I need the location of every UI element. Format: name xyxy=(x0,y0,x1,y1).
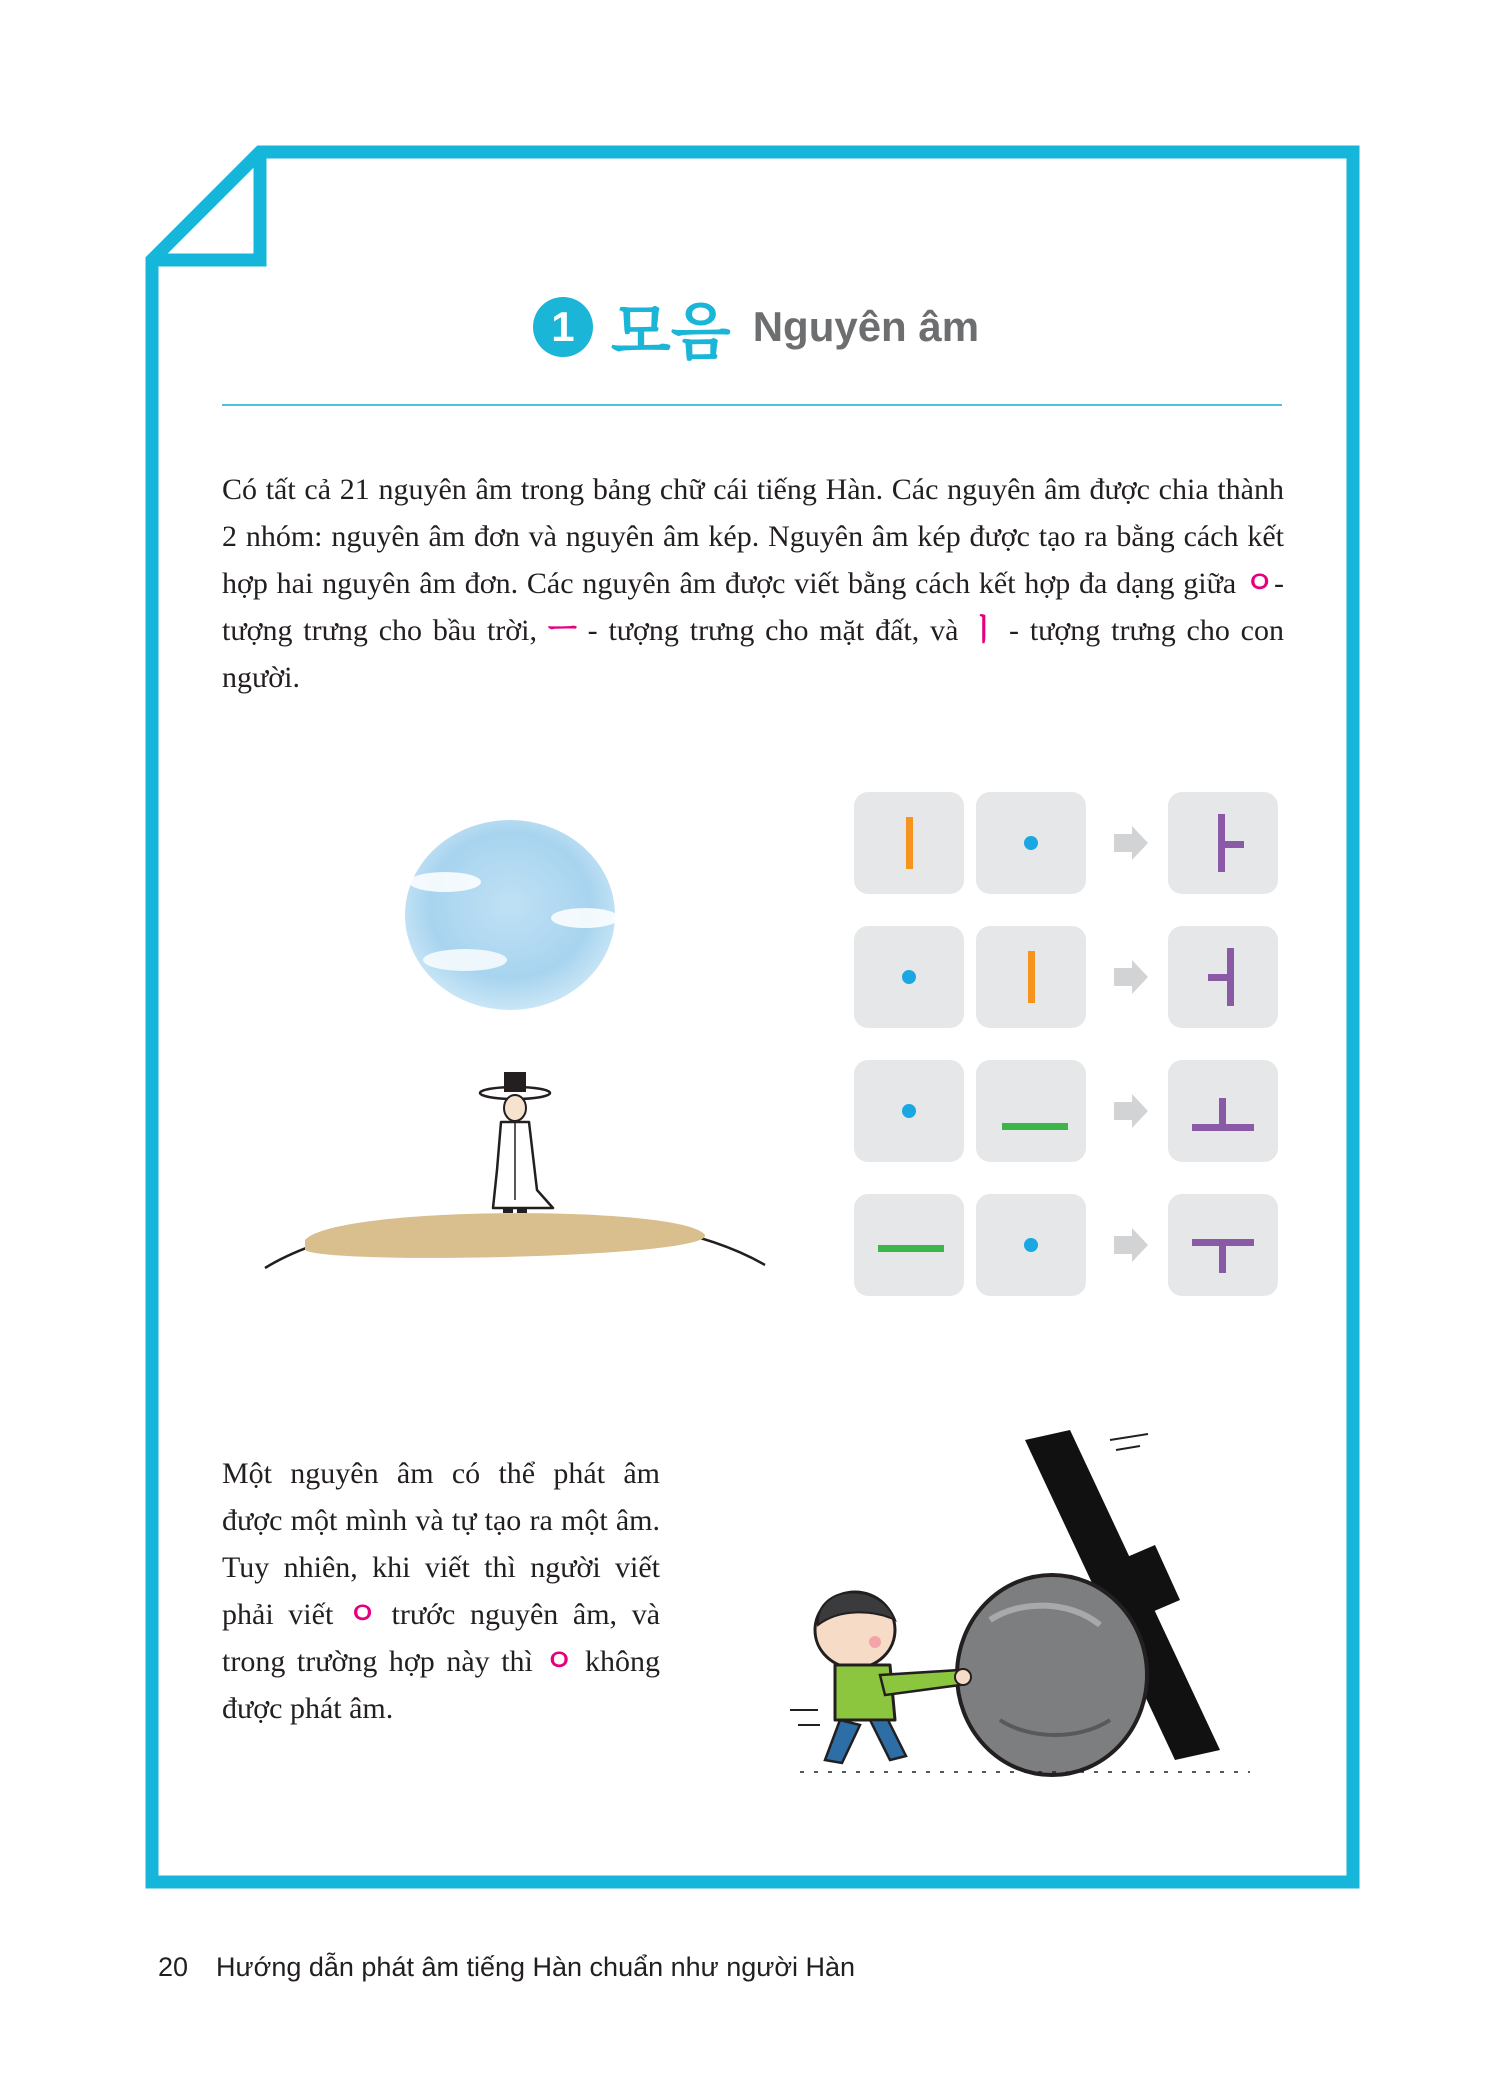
intro-text: - tượng trưng cho bầu trời, xyxy=(222,567,1284,647)
intro-paragraph xyxy=(222,466,1284,701)
symbol-heaven: ㅇ xyxy=(1245,566,1274,601)
symbol-silent-ieung: ㅇ xyxy=(544,1644,574,1679)
boy-pushing-boulder-illustration xyxy=(780,1420,1260,1800)
sky-circle xyxy=(405,820,619,1010)
intro-text: - tượng trưng cho con người. xyxy=(222,614,1284,694)
page-footer xyxy=(158,1952,855,1983)
section-title xyxy=(0,282,1512,372)
vowel-row-3 xyxy=(854,1060,1278,1162)
arrow-icon xyxy=(1114,1094,1148,1128)
vowel-combination-grid xyxy=(852,790,1292,1300)
note-text: Một nguyên âm có thể phát âm được một mình và tự tạo ra một âm. Tuy nhiên, khi viết thì người viết phải viết xyxy=(222,1457,660,1631)
hill xyxy=(265,1213,765,1268)
sky-earth-man-illustration xyxy=(255,810,775,1280)
man-in-hanbok xyxy=(480,1072,553,1213)
boy xyxy=(790,1592,971,1763)
vowel-row-1 xyxy=(854,792,1278,894)
note-text: trước nguyên âm, và trong trường hợp này thì xyxy=(222,1598,661,1678)
page-number: 20 xyxy=(158,1952,189,1982)
note-text: không được phát âm. xyxy=(222,1645,661,1725)
boulder xyxy=(957,1575,1147,1775)
title-vietnamese: Nguyên âm xyxy=(752,302,980,350)
symbol-human: ㅣ xyxy=(969,613,999,648)
vowel-row-4 xyxy=(854,1194,1278,1296)
tile-horizontal-stroke xyxy=(976,1060,1086,1162)
arrow-icon xyxy=(1114,1228,1148,1262)
arrow-icon xyxy=(1114,960,1148,994)
book-title: Hướng dẫn phát âm tiếng Hàn chuẩn như người Hàn xyxy=(216,1952,856,1982)
symbol-earth: ㅡ xyxy=(547,613,577,648)
intro-text: Có tất cả 21 nguyên âm trong bảng chữ cái tiếng Hàn. Các nguyên âm được chia thành 2 nhóm: nguyên âm đơn và nguyên âm kép. Nguyên âm kép được tạo ra bằng cách kết hợp hai nguyên âm đơn. Các nguyên âm được viết bằng cách kết hợp đa dạng giữa xyxy=(222,473,1284,600)
symbol-silent-ieung: ㅇ xyxy=(347,1597,377,1632)
title-divider xyxy=(222,404,1282,406)
note-paragraph xyxy=(222,1450,660,1732)
section-number-badge: 1 xyxy=(533,297,593,357)
intro-text: - tượng trưng cho mặt đất, và xyxy=(576,614,970,647)
title-korean: 모음 xyxy=(610,295,731,368)
arrow-icon xyxy=(1114,826,1148,860)
vowel-row-2 xyxy=(854,926,1278,1028)
